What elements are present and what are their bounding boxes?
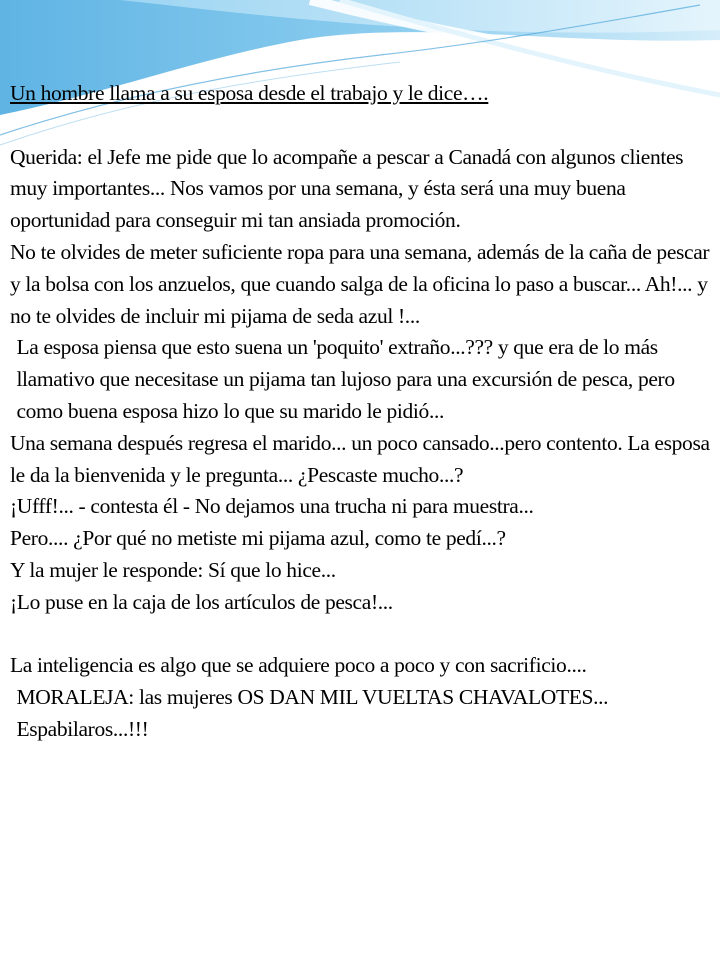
- paragraph-6: Pero.... ¿Por qué no metiste mi pijama azul, como te pedí...?: [10, 526, 506, 551]
- paragraph-2: No te olvides de meter suficiente ropa para una semana, además de la caña de pescar y la bolsa con los anzuelos, que cuando salga de la oficina lo paso a buscar... Ah!... y no te olvides de incluir mi pijama de seda azul !...: [10, 239, 710, 328]
- document-body: [10, 78, 710, 746]
- paragraph-5: ¡Ufff!... - contesta él - No dejamos una trucha ni para muestra...: [10, 494, 534, 519]
- paragraph-7: Y la mujer le responde: Sí que lo hice...: [10, 557, 336, 582]
- moraleja-paragraph: MORALEJA: las mujeres OS DAN MIL VUELTAS CHAVALOTES... Espabilaros...!!!: [16, 685, 609, 741]
- paragraph-1: Querida: el Jefe me pide que lo acompañe a pescar a Canadá con algunos clientes muy importantes... Nos vamos por una semana, y ésta será una muy buena oportunidad para conseguir mi tan ansiada promoción.: [10, 144, 684, 233]
- paragraph-3: La esposa piensa que esto suena un 'poquito' extraño...??? y que era de lo más llamativo que necesitase un pijama tan lujoso para una excursión de pesca, pero como buena esposa hizo lo que su marido le pidió...: [16, 335, 675, 423]
- spacer: [10, 619, 710, 651]
- paragraph-4: Una semana después regresa el marido... un poco cansado...pero contento. La esposa le da la bienvenida y le pregunta... ¿Pescaste mucho...?: [10, 430, 710, 487]
- spacer: [10, 110, 710, 142]
- document-title: Un hombre llama a su esposa desde el trabajo y le dice….: [10, 81, 489, 105]
- paragraph-9: La inteligencia es algo que se adquiere poco a poco y con sacrificio....: [10, 653, 587, 678]
- paragraph-8: ¡Lo puse en la caja de los artículos de pesca!...: [10, 589, 393, 614]
